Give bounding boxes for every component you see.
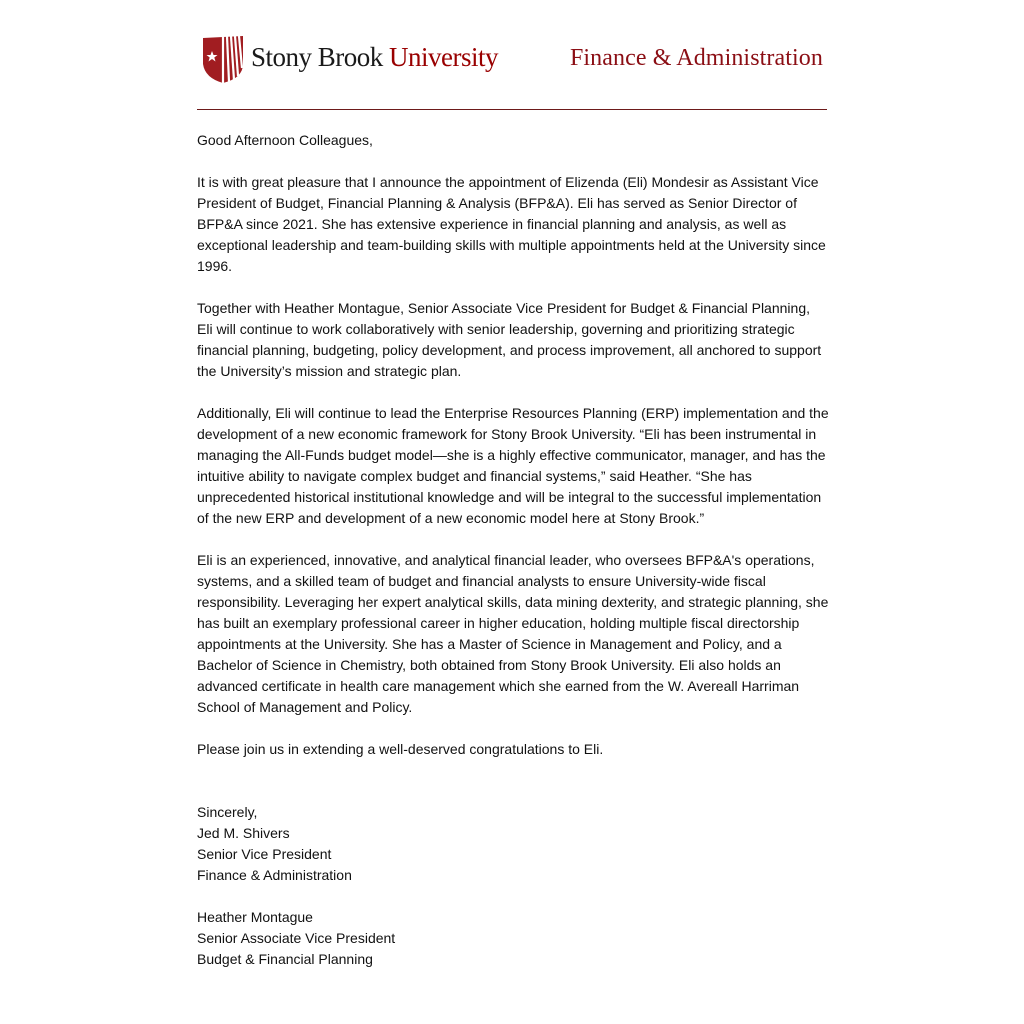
signatory-1-unit: Finance & Administration (197, 867, 352, 883)
signature-block (197, 802, 829, 970)
paragraph-congratulations: Please join us in extending a well-deserved congratulations to Eli. (197, 741, 604, 757)
department-title: Finance & Administration (569, 45, 823, 71)
university-wordmark (251, 41, 499, 72)
letterhead (197, 30, 827, 90)
signatory-1-title: Senior Vice President (197, 846, 332, 862)
paragraph-background: Eli is an experienced, innovative, and analytical financial leader, who oversees BFP&A's operations, systems, and a skilled team of budget and financial analysts to ensure University-wide fiscal responsibility. Leveraging her expert analytical skills, data mining dexterity, and strategic planning, she has built an exemplary professional career in higher education, holding multiple fiscal directorship appointments at the University. She has a Master of Science in Management and Policy, and a Bachelor of Science in Chemistry, both obtained from Stony Brook University. Eli also holds an advanced certificate in health care management which she earned from the W. Avereall Harriman School of Management and Policy. (197, 552, 829, 715)
closing: Sincerely, (197, 804, 258, 820)
header-divider (197, 109, 827, 110)
signatory-2-name: Heather Montague (197, 909, 313, 925)
signatory-2-unit: Budget & Financial Planning (197, 951, 373, 967)
greeting: Good Afternoon Colleagues, (197, 132, 373, 148)
signatory-1-name: Jed M. Shivers (197, 825, 290, 841)
signatory-2-title: Senior Associate Vice President (197, 930, 396, 946)
spacer (197, 781, 829, 802)
paragraph-appointment: It is with great pleasure that I announce the appointment of Elizenda (Eli) Mondesir as Assistant Vice President of Budget, Financial Planning & Analysis (BFP&A). Eli has served as Senior Director of BFP&A since 2021. She has extensive experience in financial planning and analysis, as well as exceptional leadership and team-building skills with multiple appointments held at the University since 1996. (197, 174, 826, 274)
spacer (197, 886, 829, 907)
wordmark-stony-brook: Stony Brook (251, 41, 383, 72)
letter-body (197, 130, 829, 970)
shield-star-icon (201, 34, 245, 84)
paragraph-collaboration: Together with Heather Montague, Senior Associate Vice President for Budget & Financial Planning, Eli will continue to work collaboratively with senior leadership, governing and prioritizing strategic financial planning, budgeting, policy development, and process improvement, all anchored to support the University’s mission and strategic plan. (197, 300, 822, 379)
wordmark-university: University (389, 41, 499, 72)
paragraph-erp: Additionally, Eli will continue to lead the Enterprise Resources Planning (ERP) implementation and the development of a new economic framework for Stony Brook University. “Eli has been instrumental in managing the All-Funds budget model—she is a highly effective communicator, manager, and has the intuitive ability to navigate complex budget and financial systems,” said Heather. “She has unprecedented historical institutional knowledge and will be integral to the successful implementation of the new ERP and development of a new economic model here at Stony Brook.” (197, 405, 829, 526)
university-logo (201, 34, 498, 84)
